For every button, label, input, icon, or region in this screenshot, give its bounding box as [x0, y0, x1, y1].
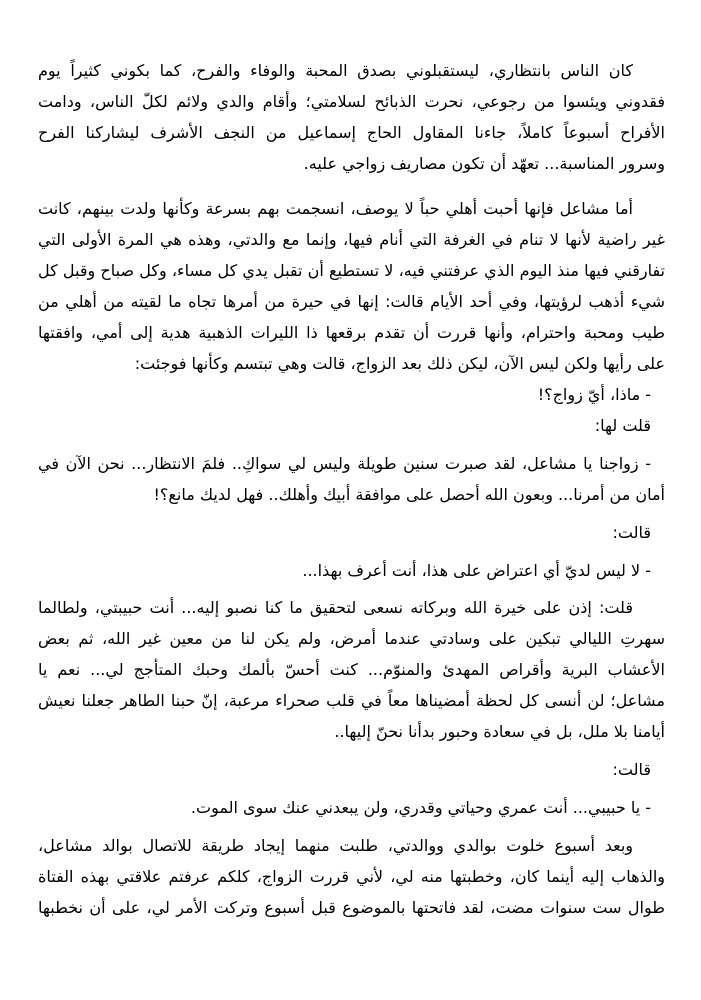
text-line: أيامنا بلا ملل، بل في سعادة وحبور بدأنا نحنّ إليها.. — [334, 722, 665, 741]
text-line: سهرتِ الليالي تبكين على وسادتي عندما أمرض، ولم يكن لنا من معين غير الله، ثم بعض — [38, 629, 665, 648]
text-line: أمان من أمرنا... وبعون الله أحصل على موافقة أبيك وأهلك.. فهل لديك مانع؟! — [153, 485, 665, 504]
text-line: الأفراح أسبوعاً كاملاً، جاءنا المقاول الحاج إسماعيل من النجف الأشرف ليشاركنا الفرح — [38, 123, 665, 142]
text-line: على رأيها ولكن ليس الآن، ليكن ذلك بعد الزواج، قالت وهي تبتسم وكأنها فوجئت: — [134, 354, 665, 373]
text-line: قلت: إذن على خيرة الله وبركاته نسعى لتحقيق ما كنا نصبو إليه... أنت حبيبتي، ولطالما — [38, 598, 633, 617]
text-line: الأعشاب البرية وأقراص المهدئ والمنوّم... كنت أحسّ بألمك وحبك المتأجج لي... نعم يا — [38, 660, 665, 679]
dialogue-line: قالت: — [612, 523, 651, 542]
text-line: وبعد أسبوع خلوت بوالدي ووالدتي، طلبت منهما إيجاد طريقة للاتصال بوالد مشاعل، — [38, 836, 633, 855]
dialogue-line: - يا حبيبي... أنت عمري وحياتي وقدري، ولن يبعدني عنك سوى الموت. — [190, 798, 651, 817]
text-line: أما مشاعل فإنها أحبت أهلي حباً لا يوصف، انسجمت بهم بسرعة وكأنها ولدت بينهم، كانت — [38, 199, 633, 218]
text-line: كان الناس بانتظاري، ليستقبلوني بصدق المحبة والوفاء والفرح، كما بكوني كثيراً يوم — [38, 61, 633, 80]
text-line: - زواجنا يا مشاعل، لقد صبرت سنين طويلة وليس لي سواكِ.. فلمَ الانتظار... نحن الآن في — [38, 454, 651, 473]
dialogue-line: قالت: — [612, 760, 651, 779]
dialogue-line: قلت لها: — [594, 416, 651, 435]
text-line: غير راضية لأنها لا تنام في الغرفة التي أنام فيها، وإنما مع والدتي، وهذه هي المرة الأولى التي — [38, 230, 665, 249]
text-line: طيب ومحبة واحترام، وأنها قررت أن تقدم برقعها ذا الليرات الذهبية هدية إلى أمي، وافقتها — [38, 323, 665, 342]
text-line: تفارقني فيها منذ اليوم الذي عرفتني فيه، لا تستطيع أن تقبل يدي كل مساء، وكل صباح وقبل كل — [38, 261, 665, 280]
dialogue-line: - لا ليس لديّ أي اعتراض على هذا، أنت أعرف بهذا... — [302, 561, 651, 580]
text-line: وسرور المناسبة... تعهّد أن تكون مصاريف زواجي عليه. — [303, 154, 665, 173]
text-line: مشاعل؛ لن أنسى كل لحظة أمضيناها معاً في قلب صحراء مرعبة، إنّ حبنا الطاهر جعلنا نعيش — [38, 691, 665, 710]
text-line: شيء أذهب لرؤيتها، وفي أحد الأيام قالت: إنها في حيرة من أمرها تجاه ما لقيته من أهلي من — [38, 292, 665, 311]
text-line: طوال ست سنوات مضت، لقد فاتحتها بالموضوع قبل أسبوع وتركت الأمر لي، على أن نخطبها — [38, 898, 665, 917]
dialogue-line: - ماذا، أيّ زواج؟! — [537, 385, 651, 404]
text-line: والذهاب إليه أينما كان، وخطبتها منه لي، لأني قررت الزواج، كلكم عرفتم علاقتي بهذه الفتاة — [38, 867, 665, 886]
text-line: فقدوني ويئسوا من رجوعي، نحرت الذبائح لسلامتي؛ وأقام والدي ولائم لكلّ الناس، ودامت — [38, 92, 665, 111]
